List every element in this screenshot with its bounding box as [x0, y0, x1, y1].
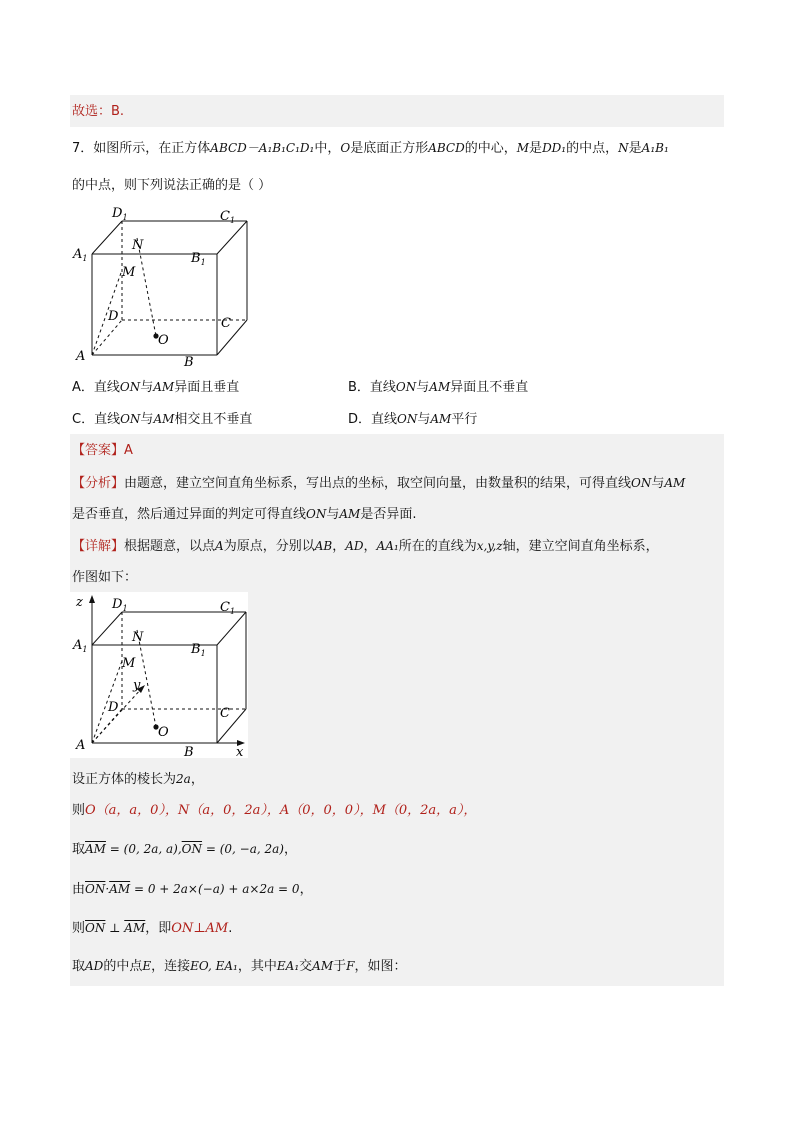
line-am: AM — [153, 380, 175, 394]
vector-am: $\overline{AM}$ — [85, 842, 106, 856]
label-o: O — [158, 725, 169, 740]
answer-tag: 【答案】 — [72, 443, 125, 458]
step-text: 的中点 — [103, 959, 143, 974]
label-b: B — [184, 745, 194, 758]
option-text: 与 — [140, 380, 154, 395]
label-m: M — [122, 265, 136, 280]
option-text: 异面且不垂直 — [450, 380, 529, 395]
option-key: A．直线 — [72, 380, 120, 395]
analysis-tag: 【分析】 — [72, 476, 125, 491]
step-text: 设正方体的棱长为 — [72, 772, 177, 787]
point-o: O — [340, 141, 351, 155]
coord-m: M（0，2a，a）， — [372, 803, 477, 818]
cube-axes-figure — [70, 592, 248, 758]
detail-text: 根据题意，以点 — [124, 539, 216, 554]
line-aa1: AA₁ — [376, 539, 399, 553]
q-text: 如图所示，在正方体 — [93, 141, 211, 156]
step-text: ， — [283, 842, 297, 857]
line-ad: AD — [345, 539, 364, 553]
point-n: N — [618, 141, 629, 155]
option-c[interactable] — [72, 410, 252, 429]
line-on: ON — [397, 412, 418, 426]
vector-on: $\overline{ON}$ — [85, 882, 106, 896]
math: 2a — [176, 772, 191, 786]
line-am: AM — [429, 380, 451, 394]
label-c1: $C_1$ — [220, 209, 236, 225]
question-line-1 — [72, 139, 669, 158]
cube-name: ABCD－A₁B₁C₁D₁ — [210, 141, 315, 155]
option-key: C．直线 — [72, 412, 121, 427]
step-edge-length — [72, 770, 204, 789]
point-a: A — [215, 539, 224, 553]
analysis-line-2 — [72, 505, 416, 524]
label-b1: $B_1$ — [191, 251, 206, 267]
step-text: 由 — [72, 882, 86, 897]
label-a1: $A_1$ — [73, 247, 88, 263]
step-midpoint-e — [72, 957, 406, 976]
line-on: ON — [306, 507, 327, 521]
step-text: ，连接 — [151, 959, 191, 974]
label-b1: $B_1$ — [191, 642, 206, 658]
step-text: 交 — [299, 959, 313, 974]
answer-value: A — [124, 443, 133, 458]
detail-text: 所在的直线为 — [398, 539, 477, 554]
label-d: D — [108, 700, 119, 715]
label-b: B — [184, 355, 194, 370]
point-m: M — [516, 141, 530, 155]
option-text: 平行 — [451, 412, 478, 427]
axes-xyz: x,y,z — [476, 539, 503, 553]
q-text: 是 — [529, 141, 543, 156]
step-text: ，即 — [145, 921, 172, 936]
label-a: A — [76, 738, 86, 753]
detail-line-2: 作图如下： — [72, 570, 138, 585]
q-text: 中， — [314, 141, 341, 156]
point-e: E — [142, 959, 152, 973]
option-key: B．直线 — [348, 380, 396, 395]
vector-am: $\overline{AM}$ — [109, 882, 131, 896]
vector-am: $\overline{AM}$ — [124, 921, 146, 935]
step-text: ，如图： — [354, 959, 407, 974]
shade-prev-answer — [70, 95, 724, 127]
math: = 0 + 2a×(−a) + a×2a = 0 — [130, 882, 300, 896]
conclusion-perp: ON⊥AM — [171, 921, 229, 936]
segment-dd1: DD₁ — [542, 141, 567, 155]
step-text: 取 — [72, 842, 86, 857]
square-abcd: ABCD — [428, 141, 465, 155]
option-text: 相交且不垂直 — [174, 412, 253, 427]
math: · — [105, 882, 110, 896]
label-a: A — [76, 349, 86, 364]
cube-figure — [70, 196, 250, 370]
line-am: AM — [339, 507, 361, 521]
line-on: ON — [631, 476, 652, 490]
option-text: 与 — [416, 380, 430, 395]
step-text: ， — [190, 772, 204, 787]
question-line-2: 的中点，则下列说法正确的是（ ） — [72, 178, 272, 193]
vector-on: $\overline{ON}$ — [181, 842, 203, 856]
step-text: ， — [299, 882, 313, 897]
analysis-text: 与 — [651, 476, 665, 491]
option-text: 与 — [417, 412, 431, 427]
label-n: N — [132, 238, 144, 253]
label-c: C — [220, 706, 230, 721]
label-a1: $A_1$ — [73, 638, 88, 654]
analysis-text: 是否异面. — [360, 507, 417, 522]
option-text: 与 — [140, 412, 154, 427]
coord-n: N（a，0，2a）， — [177, 803, 280, 818]
option-b[interactable] — [348, 378, 528, 397]
step-dot-product — [72, 880, 313, 899]
q-text: 的中心， — [464, 141, 517, 156]
label-m: M — [122, 656, 136, 671]
label-n: N — [132, 630, 144, 645]
point-f: F — [346, 959, 355, 973]
analysis-text: 由题意，建立空间直角坐标系，写出点的坐标，取空间向量，由数量积的结果，可得直线 — [124, 476, 632, 491]
label-c: C — [221, 316, 231, 331]
label-d1: $D_1$ — [112, 597, 128, 613]
step-perpendicular — [72, 919, 232, 938]
step-text: . — [228, 921, 233, 936]
line-on: ON — [119, 380, 141, 394]
segment-ea1: EA₁ — [276, 959, 300, 973]
detail-line-1 — [72, 537, 659, 556]
step-text: ，其中 — [237, 959, 277, 974]
coord-a: A（0，0，0）， — [279, 803, 373, 818]
vector-on: $\overline{ON}$ — [85, 921, 106, 935]
detail-text: 为原点，分别以 — [223, 539, 315, 554]
line-on: ON — [120, 412, 141, 426]
segment-a1b1: A₁B₁ — [641, 141, 669, 155]
detail-text: 轴，建立空间直角坐标系， — [502, 539, 659, 554]
option-a[interactable] — [72, 378, 239, 397]
step-text: 则 — [72, 921, 86, 936]
q-text: 是底面正方形 — [350, 141, 429, 156]
step-text: 取 — [72, 959, 86, 974]
coord-o: O（a，a，0）， — [85, 803, 178, 818]
step-text: 于 — [333, 959, 347, 974]
step-text: 则 — [72, 803, 86, 818]
math: = (0, 2a, a), — [105, 842, 182, 856]
detail-text: ， — [332, 539, 346, 554]
q-text: 是 — [628, 141, 642, 156]
label-c1: $C_1$ — [220, 600, 236, 616]
analysis-text: 与 — [326, 507, 340, 522]
axis-z-label: z — [76, 595, 83, 610]
option-text: 异面且垂直 — [174, 380, 240, 395]
axis-x-label: x — [236, 745, 244, 758]
question-number: 7． — [72, 141, 94, 156]
line-am: AM — [664, 476, 686, 490]
analysis-text: 是否垂直，然后通过异面的判定可得直线 — [72, 507, 307, 522]
segment-ad: AD — [85, 959, 104, 973]
label-d1: $D_1$ — [112, 206, 128, 222]
line-am: AM — [430, 412, 452, 426]
line-on: ON — [395, 380, 417, 394]
segments-eo-ea1: EO, EA₁ — [190, 959, 238, 973]
axis-y-label: y — [133, 678, 141, 693]
prev-answer: 故选：B. — [72, 104, 125, 119]
option-d[interactable] — [348, 410, 477, 429]
label-d: D — [108, 309, 119, 324]
detail-text: ， — [363, 539, 377, 554]
answer-line — [72, 442, 133, 460]
detail-tag: 【详解】 — [72, 539, 125, 554]
line-ab: AB — [314, 539, 333, 553]
math: ⊥ — [105, 921, 125, 935]
math: = (0, −a, 2a) — [202, 842, 284, 856]
label-o: O — [158, 333, 169, 348]
segment-am: AM — [312, 959, 334, 973]
analysis-line-1 — [72, 474, 685, 493]
step-vectors — [72, 840, 297, 859]
line-am: AM — [153, 412, 175, 426]
option-key: D．直线 — [348, 412, 398, 427]
q-text: 的中点， — [566, 141, 619, 156]
step-coordinates — [72, 802, 476, 820]
